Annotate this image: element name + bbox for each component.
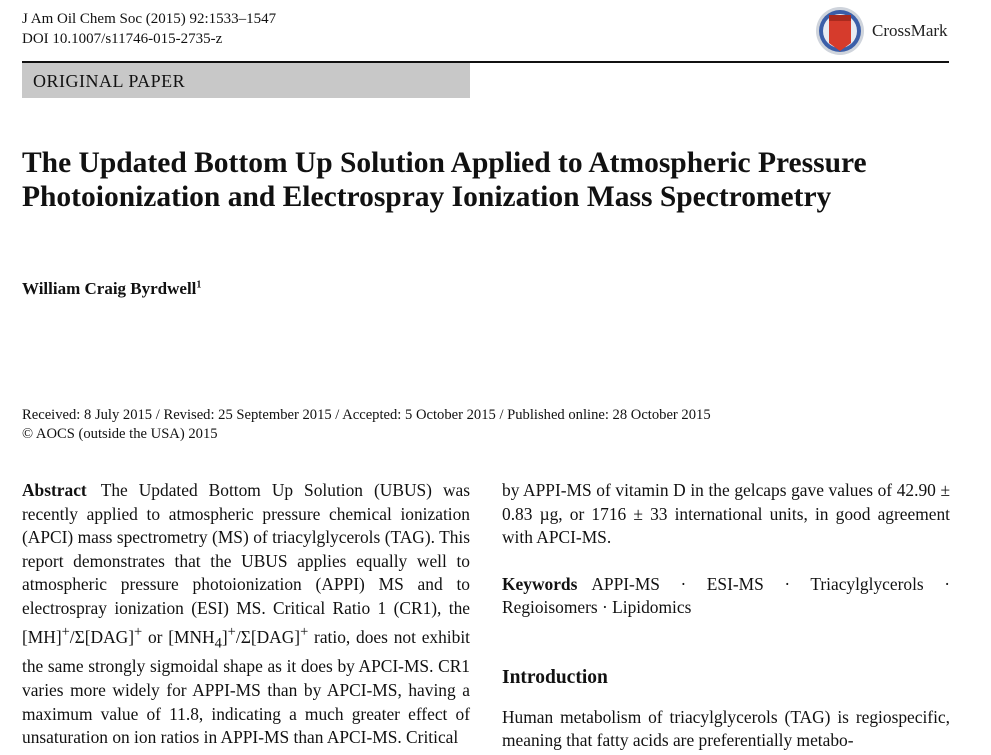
crossmark-label: CrossMark — [872, 21, 948, 40]
abstract-paragraph — [22, 479, 470, 750]
keywords-text: APPI-MS · ESI-MS · Triacylglycerols · Regioisomers · Lipidomics — [502, 573, 950, 618]
keywords-heading: Keywords — [502, 573, 578, 594]
abstract-text: /Σ[DAG] — [235, 626, 301, 647]
journal-citation-block — [22, 9, 276, 49]
right-column — [502, 479, 950, 753]
copyright: © AOCS (outside the USA) 2015 — [22, 426, 218, 442]
abstract-heading: Abstract — [22, 480, 87, 500]
subscript: 4 — [214, 634, 222, 651]
paper-title: The Updated Bottom Up Solution Applied to Atmospheric Pressure Photoionization and Electrospray Ionization Mass Spectrometry — [22, 147, 867, 213]
abstract-text: /Σ[DAG] — [69, 626, 135, 647]
crossmark-icon — [814, 5, 866, 57]
journal-citation: J Am Oil Chem Soc (2015) 92:1533–1547 — [22, 11, 277, 27]
abstract-text: The Updated Bottom Up Solution (UBUS) was recently applied to atmospheric pressure chemical ionization (APCI) mass spectrometry (MS) of triacylglycerols (TAG). This report demonstrates that the UBUS applies equally well to atmospheric pressure photoionization (APPI) MS and to electrospray ionization (ESI) MS. Critical Ratio 1 (CR1), the [MH] — [22, 480, 470, 647]
author-line — [22, 279, 201, 299]
author-name[interactable]: William Craig Byrdwell — [22, 279, 197, 298]
superscript: + — [227, 623, 236, 640]
introduction-text: Human metabolism of triacylglycerols (TAG) is regiospecific, meaning that fatty acids are preferentially metabo- — [502, 706, 950, 751]
paper-type-banner: ORIGINAL PAPER — [22, 63, 470, 98]
abstract-text: ratio, does not exhibit the same strongly sigmoidal shape as it does by APCI-MS. CR1 varies more widely for APPI-MS than by APCI-MS, having a maximum value of 11.8, indicating a much greater effect of unsaturation on ion ratios in APPI-MS than APCI-MS. Critical — [22, 626, 470, 748]
doi[interactable]: DOI 10.1007/s11746-015-2735-z — [22, 31, 223, 47]
left-column — [22, 479, 470, 750]
superscript: + — [61, 623, 70, 640]
abstract-continued: by APPI-MS of vitamin D in the gelcaps gave values of 42.90 ± 0.83 µg, or 1716 ± 33 international units, in good agreement with APCI-MS. — [502, 480, 950, 548]
superscript: + — [300, 623, 309, 640]
publication-dates — [22, 406, 711, 444]
abstract-text: ] — [221, 626, 228, 647]
superscript: + — [134, 623, 143, 640]
history-dates: Received: 8 July 2015 / Revised: 25 September 2015 / Accepted: 5 October 2015 / Published online: 28 October 2015 — [22, 407, 711, 423]
keywords-block — [502, 573, 950, 620]
affiliation-mark[interactable]: 1 — [196, 279, 202, 291]
abstract-text: or [MNH — [142, 626, 215, 647]
crossmark-badge[interactable] — [814, 5, 948, 57]
introduction-heading: Introduction — [502, 666, 608, 688]
